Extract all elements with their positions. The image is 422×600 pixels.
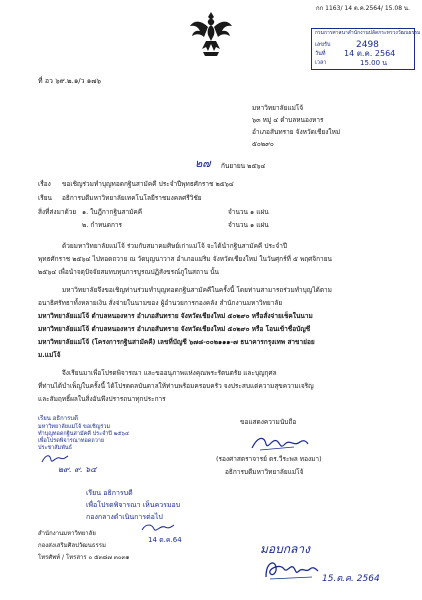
enclosure-qty-1: จำนวน ๑ แผ่น: [228, 208, 269, 216]
garuda-emblem-icon: [189, 10, 233, 58]
left-stamp-line-3: ทำบุญทอดกฐินสามัคคี ประจำปี ๒๕๖๔: [38, 431, 130, 437]
stamp-date-label: วันที่: [315, 51, 326, 57]
stamp-date: 14 ต.ค. 2564: [344, 49, 396, 58]
to-label: เรียน: [38, 194, 52, 202]
body-p1-line-3: ๒๕๖๔ เพื่อนำจตุปัจจัยสมทบทุนการบูรณปฏิสังขรณ์ภูในสถาน นั้น: [38, 268, 219, 276]
body-p2-line-4: มหาวิทยาลัยแม่โจ้ ตำบลหนองหาร อำเภอสันทราย จังหวัดเชียงใหม่ ๕๐๒๙๐ หรือ โอนเข้าชื่อบัญชี: [38, 325, 311, 333]
sender-line-2: ๖๓ หมู่ ๔ ตำบลหนองหาร: [252, 116, 324, 124]
subject-label: เรื่อง: [38, 180, 51, 188]
signer-position: อธิการบดีมหาวิทยาลัยแม่โจ้: [225, 468, 304, 476]
reference-number: ที่ อว ๖๙.๒.๑/ว ๑๗๖: [38, 77, 101, 85]
enclosure-qty-2: จำนวน ๑ แผ่น: [228, 221, 269, 229]
sender-line-4: ๕๐๒๙๐: [252, 140, 274, 148]
left-stamp-line-5: ประชาสัมพันธ์: [38, 445, 72, 451]
body-p2-line-5: มหาวิทยาลัยแม่โจ้ (โครงการกฐินสามัคคี) เลขที่บัญชี ๖๗๘-๐๐๒๑๑๑-๗ ธนาคารกรุงเทพ สาขาย่อย: [38, 338, 315, 346]
routing-note-date: 14 ต.ค.64: [148, 536, 182, 544]
left-stamp-line-2: มหาวิทยาลัยแม่โจ้ ขอเชิญร่วม: [38, 424, 111, 430]
body-p2-line-2: อนาธิศรัทธาทั้งหลายเงิน สั่งจ่ายในนามของ ผู้อำนวยการกองคลัง สำนักงานมหาวิทยาลัย: [38, 299, 283, 307]
to-text: อธิการบดีมหาวิทยาลัยเทคโนโลยีราชมงคลศรีวิชัย: [62, 194, 202, 202]
signer-name: (รองศาสตราจารย์ ดร.วีระพล ทองมา): [216, 455, 322, 463]
sender-line-3: อำเภอสันทราย จังหวัดเชียงใหม่: [252, 128, 341, 136]
left-stamp-line-4: เพื่อโปรดพิจารณาทอดถวาย: [38, 438, 105, 444]
body-p1-line-1: ด้วยมหาวิทยาลัยแม่โจ้ ร่วมกับสมาคมศิษย์เก่าแม่โจ้ จะได้นำกฐินสามัคคี ประจำปี: [62, 242, 288, 250]
final-date-handwritten: 15.ต.ค. 2564: [322, 574, 380, 584]
enclosure-item-2: ๒. กำหนดการ: [82, 221, 123, 229]
stamp-org: กรมการศาสนาสำนักงานปลัดกระทรวงวัฒนธรรม: [315, 30, 421, 36]
stamp-time: 15.00 น: [360, 59, 388, 67]
stamp-time-label: เวลา: [315, 60, 327, 66]
enclosure-item-1: ๑. ใบฎีกากฐินสามัคคี: [82, 208, 143, 216]
left-stamp-line-1: เรียน อธิการบดี: [38, 415, 78, 422]
receipt-header: กก 1163/ 14 ต.ค.2564/ 15.08 น.: [316, 5, 410, 12]
sender-line-1: มหาวิทยาลัยแม่โจ้: [252, 104, 304, 112]
body-p2-line-3: มหาวิทยาลัยแม่โจ้ ตำบลหนองหาร อำเภอสันทราย จังหวัดเชียงใหม่ ๕๐๒๙๐ หรือสั่งจ่ายเช็คในนาม: [38, 312, 313, 320]
left-date-handwritten: ๒๙. ๙. ๖๔: [58, 465, 97, 474]
left-initials-icon: [40, 452, 70, 466]
body-p1-line-2: พุทธศักราช ๒๕๖๔ ไปทอดถวาย ณ วัดบุญนาวาส อำเภอแม่ริม จังหวัดเชียงใหม่ ในวันศุกร์ที่ ๕ พฤศจิกายน: [38, 255, 332, 263]
body-p2-line-1: มหาวิทยาลัยจึงขอเชิญท่านร่วมทำบุญทอดกฐินสามัคคีในครั้งนี้ โดยท่านสามารถร่วมทำบุญได้ตาม: [62, 286, 332, 294]
stamp-number-label: เลขรับ: [315, 42, 331, 48]
body-p3-line-1: จึงเรียนมาเพื่อโปรดพิจารณา และขออนุภาพแห่งคุณพระรัตนตรัย และบุญกุศล: [62, 369, 277, 377]
routing-note-line-3: กองกลางดำเนินการต่อไป: [86, 513, 163, 521]
routing-note-line-2: เพื่อโปรดพิจารณา เห็นควรมอบ: [86, 501, 181, 509]
routing-initials-icon: [140, 521, 176, 535]
date-day-handwritten: ๒๗: [195, 157, 211, 170]
footer-line-2: กองส่งเสริมศิลปวัฒนธรรม: [38, 542, 106, 549]
body-p3-line-2: ที่ท่านได้บำเพ็ญในครั้งนี้ ได้โปรดดลบันดาลให้ท่านพร้อมครอบครัว จงประสบแต่ความสุขความเจริญ: [38, 382, 314, 390]
footer-line-3: โทรศัพท์ / โทรสาร ๐ ๕๓๘๗ ๓๐๓๑: [38, 554, 130, 561]
closing: ขอแสดงความนับถือ: [240, 418, 297, 426]
body-p2-line-6: ม.แม่โจ้: [38, 351, 61, 359]
assign-note-handwritten: มอบกลาง: [260, 542, 310, 556]
routing-note-line-1: เรียน อธิการบดี: [86, 489, 133, 497]
date-month-year: กันยายน ๒๕๖๔: [221, 162, 266, 170]
receiving-stamp: [311, 28, 421, 70]
subject-text: ขอเชิญร่วมทำบุญทอดกฐินสามัคคี ประจำปีพุทธศักราช ๒๕๖๔: [62, 180, 234, 188]
enclosures-label: สิ่งที่ส่งมาด้วย: [38, 208, 77, 216]
stamp-number: 2498: [356, 40, 379, 50]
footer-line-1: สำนักงานมหาวิทยาลัย: [38, 530, 96, 537]
body-p3-line-3: และสัมฤทธิ์ผลในสิ่งอันพึงปรารถนาทุกประการ: [38, 395, 166, 403]
signer-signature-icon: [250, 432, 310, 454]
director-signature-icon: [262, 557, 320, 583]
